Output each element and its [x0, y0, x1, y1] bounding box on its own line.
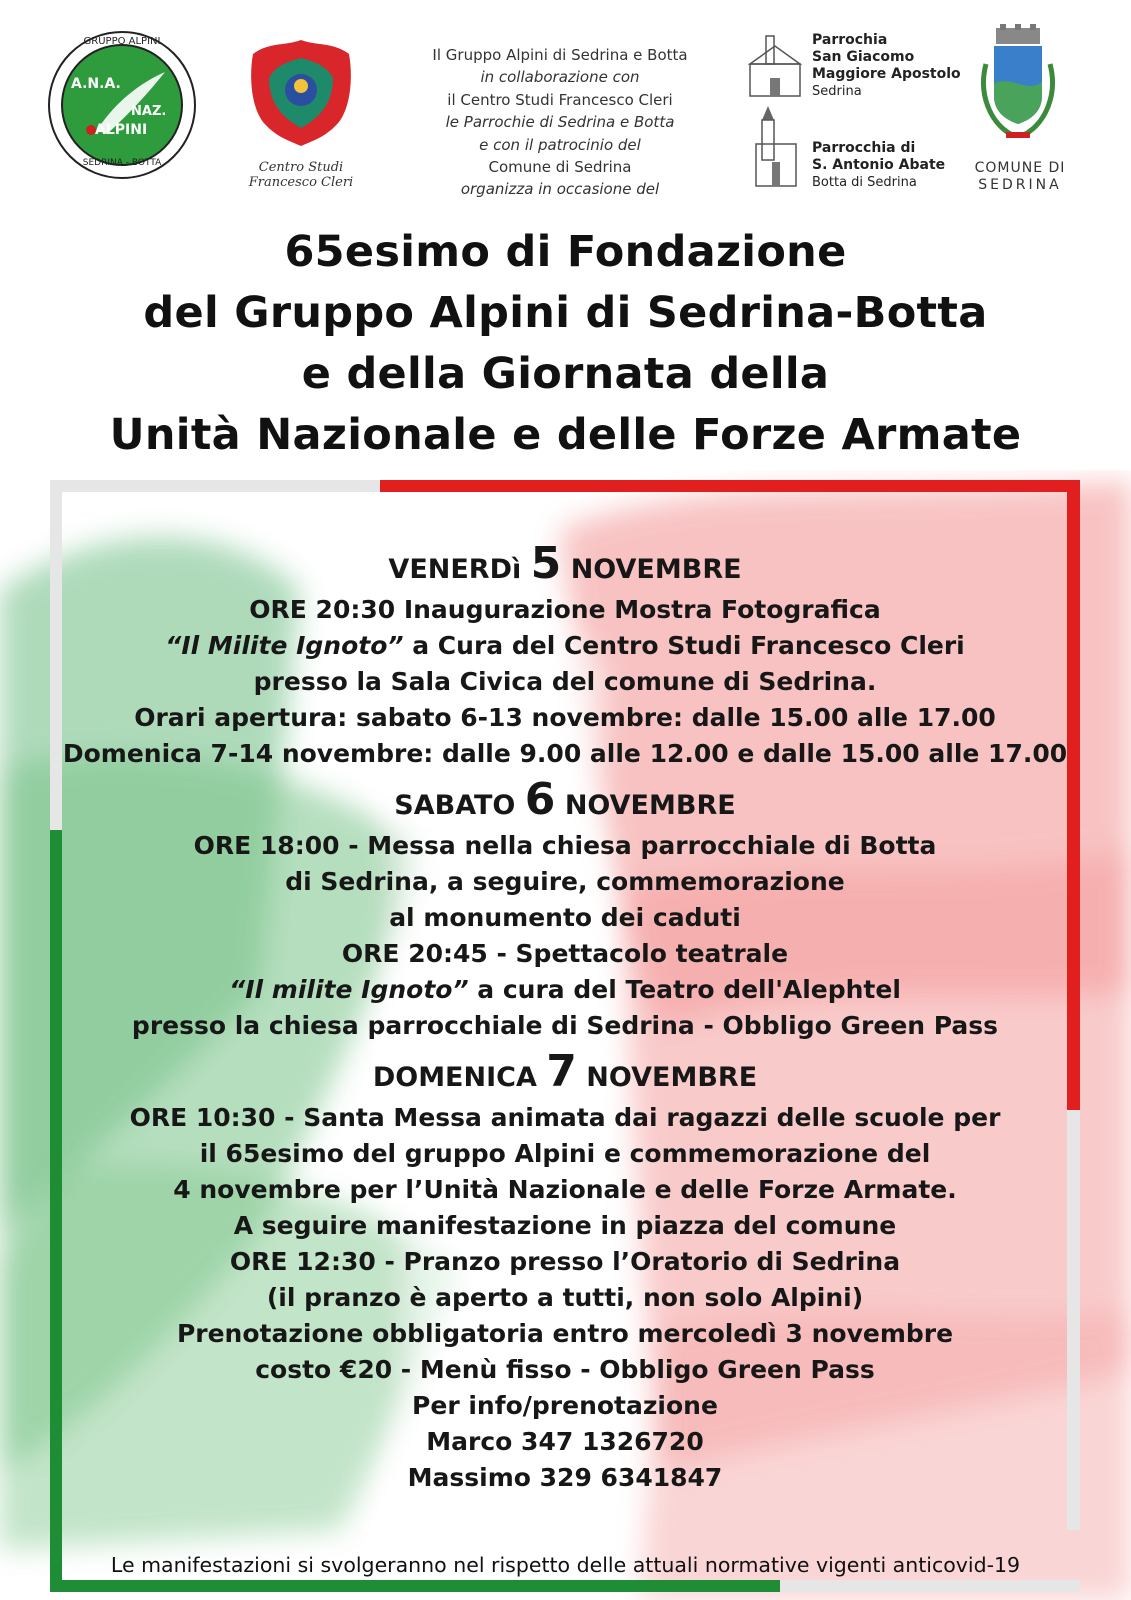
program-line: ORE 12:30 - Pranzo presso l’Oratorio di Sedrina [229, 1247, 901, 1276]
program-line: di Sedrina, a seguire, commemorazione [285, 867, 845, 896]
parish1-town: Sedrina [812, 84, 862, 99]
event-program [40, 536, 1090, 1496]
parish2-town: Botta di Sedrina [812, 175, 917, 190]
title-line: Unità Nazionale e delle Forze Armate [109, 410, 1022, 460]
program-line [40, 972, 1090, 1008]
alpini-alpini-text: ALPINI [95, 122, 148, 138]
program-line: Per info/prenotazione [412, 1391, 718, 1420]
title-line: e della Giornata della [301, 349, 830, 399]
coat-of-arms-icon [245, 36, 357, 148]
parish1-line1: Parrochia [812, 32, 888, 48]
parish-botta [812, 140, 945, 191]
quoted-title: “Il milite Ignoto” [229, 975, 469, 1004]
alpini-ring-bottom: SEDRINA - BOTTA [82, 158, 162, 168]
day-heading-saturday [40, 774, 1090, 828]
day-number: 6 [524, 774, 556, 825]
intro-line: organizza in occasione del [460, 180, 660, 199]
event-title [0, 222, 1131, 466]
church-icon [748, 34, 802, 98]
day-month: NOVEMBRE [570, 554, 742, 585]
day-name: SABATO [394, 790, 516, 821]
program-line: ORE 20:30 Inaugurazione Mostra Fotografica [249, 595, 881, 624]
parish2-line1: Parrocchia di [812, 140, 916, 156]
parish2-line2: S. Antonio Abate [812, 157, 946, 173]
parish-sedrina [812, 32, 961, 100]
program-line: A seguire manifestazione in piazza del comune [233, 1211, 897, 1240]
comune-line2: SEDRINA [978, 177, 1062, 193]
title-line: del Gruppo Alpini di Sedrina-Botta [143, 288, 988, 338]
program-line: Orari apertura: sabato 6-13 novembre: dalle 15.00 alle 17.00 [134, 703, 996, 732]
covid-disclaimer: Le manifestazioni si svolgeranno nel rispetto delle attuali normative vigenti anticovid-19 [110, 1553, 1021, 1577]
program-line: ORE 18:00 - Messa nella chiesa parrocchiale di Botta [193, 831, 937, 860]
centro-studi-logo [245, 36, 357, 190]
program-line: al monumento dei caduti [389, 903, 741, 932]
program-text: a Cura del Centro Studi Francesco Cleri [403, 631, 965, 660]
comune-label [962, 160, 1078, 194]
alpini-group-logo [47, 30, 197, 180]
intro-line: Comune di Sedrina [488, 158, 632, 177]
program-line: costo €20 - Menù fisso - Obbligo Green Pass [255, 1355, 875, 1384]
intro-line: le Parrochie di Sedrina e Botta [445, 113, 675, 132]
cleri-caption-line1: Centro Studi [258, 160, 344, 175]
program-text: a cura del Teatro dell'Alephtel [468, 975, 901, 1004]
day-name: VENERDì [388, 554, 522, 585]
comune-line1: COMUNE DI [974, 160, 1066, 176]
day-heading-friday [40, 538, 1090, 592]
program-line: ORE 10:30 - Santa Messa animata dai ragazzi delle scuole per [129, 1103, 1001, 1132]
program-line: 4 novembre per l’Unità Nazionale e delle Forze Armate. [173, 1175, 957, 1204]
program-line: Massimo 329 6341847 [407, 1463, 723, 1492]
program-line: Prenotazione obbligatoria entro mercoledì 3 novembre [176, 1319, 954, 1348]
program-line: il 65esimo del gruppo Alpini e commemorazione del [199, 1139, 931, 1168]
day-number: 5 [530, 538, 562, 589]
day-heading-sunday [40, 1046, 1090, 1100]
intro-line: il Centro Studi Francesco Cleri [447, 90, 673, 109]
parish1-line2: San Giacomo [812, 49, 915, 65]
day-number: 7 [546, 1046, 577, 1097]
program-line: Marco 347 1326720 [426, 1427, 704, 1456]
intro-line: in collaborazione con [480, 68, 640, 87]
title-line: 65esimo di Fondazione [284, 227, 847, 277]
alpini-naz-text: NAZ. [131, 104, 167, 119]
bell-tower-icon [754, 104, 798, 188]
day-name: DOMENICA [372, 1062, 537, 1093]
program-line: presso la chiesa parrocchiale di Sedrina - Obbligo Green Pass [131, 1011, 999, 1040]
alpini-ring-top: GRUPPO ALPINI [83, 36, 161, 47]
intro-line: e con il patrocinio del [479, 135, 641, 154]
intro-text [405, 44, 715, 201]
day-month: NOVEMBRE [586, 1062, 758, 1093]
program-line [40, 628, 1090, 664]
intro-line: Il Gruppo Alpini di Sedrina e Botta [432, 46, 688, 64]
day-month: NOVEMBRE [564, 790, 736, 821]
program-line: presso la Sala Civica del comune di Sedrina. [253, 667, 877, 696]
alpini-ana-text: A.N.A. [71, 76, 121, 92]
program-line: Domenica 7-14 novembre: dalle 9.00 alle 12.00 e dalle 15.00 alle 17.00 [62, 739, 1068, 768]
cleri-caption-line2: Francesco Cleri [248, 175, 354, 190]
parish1-line3: Maggiore Apostolo [812, 66, 961, 82]
program-line: (il pranzo è aperto a tutti, non solo Alpini) [266, 1283, 864, 1312]
municipal-crest-icon [978, 24, 1058, 144]
program-line: ORE 20:45 - Spettacolo teatrale [341, 939, 789, 968]
quoted-title: “Il Milite Ignoto” [165, 631, 404, 660]
